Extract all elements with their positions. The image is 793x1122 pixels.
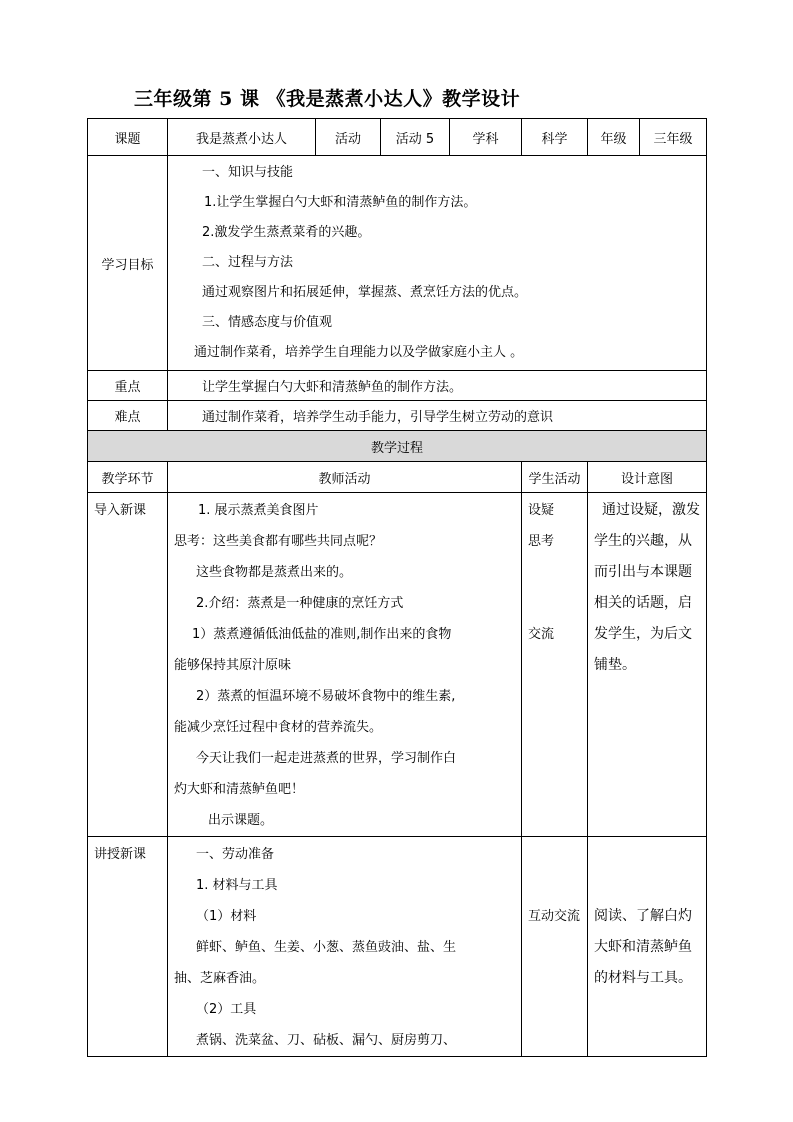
table-row xyxy=(88,837,707,1057)
objective-line: 通过观察图片和拓展延伸，掌握蒸、煮烹饪方法的优点。 xyxy=(202,285,528,300)
teacher-line: 今天让我们一起走进蒸煮的世界，学习制作白 xyxy=(196,751,457,766)
teacher-line: 出示课题。 xyxy=(208,813,274,828)
course-label: 课题 xyxy=(88,119,168,156)
student-line xyxy=(528,870,587,901)
teacher-activity xyxy=(168,493,522,837)
header-row xyxy=(88,119,707,156)
column-header: 教师活动 xyxy=(168,462,522,493)
difficulty-row xyxy=(88,401,707,431)
design-intent xyxy=(588,493,707,837)
teacher-line: 2）蒸煮的恒温环境不易破坏食物中的维生素, xyxy=(196,689,456,704)
teacher-line: （2）工具 xyxy=(196,1002,257,1017)
intent-line: 的材料与工具。 xyxy=(594,970,692,986)
student-line xyxy=(528,557,587,588)
design-intent xyxy=(588,837,707,1057)
intent-line: 发学生，为后文 xyxy=(594,626,692,642)
teacher-line: 1. 材料与工具 xyxy=(196,878,278,893)
intent-line: 相关的话题，启 xyxy=(594,595,692,611)
grade-label: 年级 xyxy=(588,119,640,156)
subject-value: 科学 xyxy=(522,119,588,156)
student-line: 思考 xyxy=(528,534,555,549)
key-point-label: 重点 xyxy=(88,371,168,401)
teacher-line: 这些食物都是蒸煮出来的。 xyxy=(196,565,353,580)
activity-label: 活动 xyxy=(316,119,381,156)
objective-line: 一、知识与技能 xyxy=(202,165,294,180)
stage-label: 讲授新课 xyxy=(88,837,168,1057)
objective-line: 三、情感态度与价值观 xyxy=(202,315,333,330)
teacher-line: 煮锅、洗菜盆、刀、砧板、漏勺、厨房剪刀、 xyxy=(196,1033,457,1048)
intent-line: 铺垫。 xyxy=(594,657,636,673)
grade-value: 三年级 xyxy=(640,119,707,156)
column-header: 教学环节 xyxy=(88,462,168,493)
teacher-line: （1）材料 xyxy=(196,909,257,924)
teacher-activity xyxy=(168,837,522,1057)
objective-line: 二、过程与方法 xyxy=(202,255,294,270)
teacher-line: 思考：这些美食都有哪些共同点呢？ xyxy=(174,534,383,549)
lesson-plan-table xyxy=(87,118,707,1057)
column-header: 设计意图 xyxy=(588,462,707,493)
objectives-row xyxy=(88,156,707,371)
key-point-value: 让学生掌握白勺大虾和清蒸鲈鱼的制作方法。 xyxy=(168,371,707,401)
intent-line: 学生的兴趣，从 xyxy=(594,533,692,549)
teacher-line: 一、劳动准备 xyxy=(196,847,275,862)
student-activity xyxy=(522,837,588,1057)
teacher-line: 灼大虾和清蒸鲈鱼吧！ xyxy=(174,782,305,797)
teacher-line: 1. 展示蒸煮美食图片 xyxy=(198,503,319,518)
process-heading-row xyxy=(88,431,707,462)
activity-value: 活动 5 xyxy=(381,119,450,156)
intent-line: 大虾和清蒸鲈鱼 xyxy=(594,939,692,955)
objectives-label: 学习目标 xyxy=(88,156,168,371)
teacher-line: 能够保持其原汁原味 xyxy=(174,658,292,673)
process-columns-row xyxy=(88,462,707,493)
intent-line: 阅读、了解白灼 xyxy=(594,908,692,924)
stage-label: 导入新课 xyxy=(88,493,168,837)
teacher-line: 抽、芝麻香油。 xyxy=(174,971,266,986)
difficulty-value: 通过制作菜肴，培养学生动手能力，引导学生树立劳动的意识 xyxy=(168,401,707,431)
student-line: 设疑 xyxy=(528,503,555,518)
teacher-line: 2.介绍：蒸煮是一种健康的烹饪方式 xyxy=(196,596,404,611)
student-line xyxy=(528,588,587,619)
student-line xyxy=(528,839,587,870)
teacher-line: 1）蒸煮遵循低油低盐的准则,制作出来的食物 xyxy=(192,627,452,642)
intent-line xyxy=(594,839,706,870)
document-title: 三年级第 5 课 《我是蒸煮小达人》教学设计 xyxy=(134,88,521,110)
objectives-content xyxy=(168,156,707,371)
student-line: 交流 xyxy=(528,627,555,642)
intent-line: 而引出与本课题 xyxy=(594,564,692,580)
student-line: 互动交流 xyxy=(528,909,581,924)
intent-line: 通过设疑，激发 xyxy=(602,502,700,518)
objective-line: 2.激发学生蒸煮菜肴的兴趣。 xyxy=(202,225,371,240)
teacher-line: 鲜虾、鲈鱼、生姜、小葱、蒸鱼豉油、盐、生 xyxy=(196,940,457,955)
teacher-line: 能减少烹饪过程中食材的营养流失。 xyxy=(174,720,383,735)
intent-line xyxy=(594,870,706,901)
key-point-row xyxy=(88,371,707,401)
table-row xyxy=(88,493,707,837)
subject-label: 学科 xyxy=(450,119,522,156)
difficulty-label: 难点 xyxy=(88,401,168,431)
process-heading: 教学过程 xyxy=(88,431,707,462)
student-activity xyxy=(522,493,588,837)
course-value: 我是蒸煮小达人 xyxy=(168,119,316,156)
objective-line: 1.让学生掌握白勺大虾和清蒸鲈鱼的制作方法。 xyxy=(204,195,477,210)
objective-line: 通过制作菜肴，培养学生自理能力以及学做家庭小主人 。 xyxy=(194,345,524,360)
column-header: 学生活动 xyxy=(522,462,588,493)
